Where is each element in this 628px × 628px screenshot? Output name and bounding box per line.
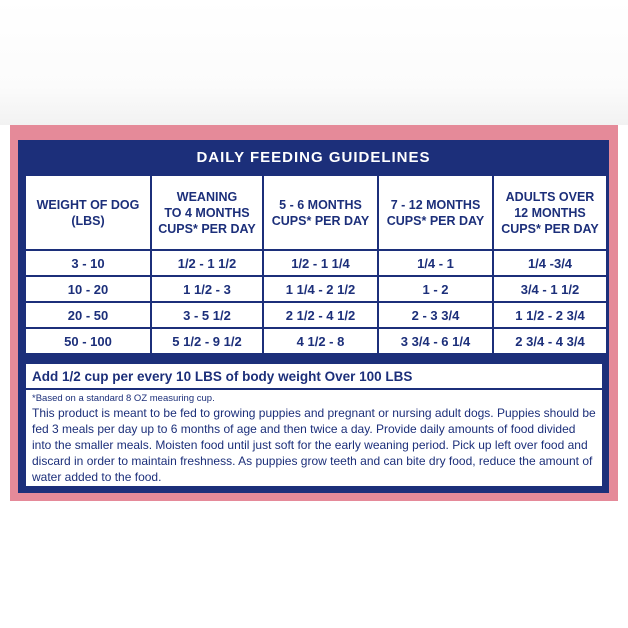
header-weaning: WEANING TO 4 MONTHS CUPS* PER DAY: [152, 176, 262, 249]
table-cell: 1 - 2: [379, 277, 492, 301]
page-title: DAILY FEEDING GUIDELINES: [196, 148, 431, 166]
table-cell: 2 1/2 - 4 1/2: [264, 303, 377, 327]
header-5-6-months: 5 - 6 MONTHS CUPS* PER DAY: [264, 176, 377, 249]
table-row: [26, 329, 606, 353]
table-cell: 1 1/4 - 2 1/2: [264, 277, 377, 301]
table-cell: 20 - 50: [26, 303, 150, 327]
table-cell: 5 1/2 - 9 1/2: [152, 329, 262, 353]
measuring-cup-footnote: *Based on a standard 8 OZ measuring cup.: [32, 393, 215, 404]
feeding-guidelines-panel: [10, 125, 618, 501]
feeding-table: [24, 174, 608, 355]
table-cell: 1 1/2 - 3: [152, 277, 262, 301]
table-row: [26, 303, 606, 327]
table-cell: 2 - 3 3/4: [379, 303, 492, 327]
feeding-instructions-paragraph: This product is meant to be fed to growing puppies and pregnant or nursing adult dogs. Puppies should be fed 3 meals per day up to 6 months of age and then twice a day. Provide daily amounts of food divided into the smaller meals. Moisten food until just soft for the early weaning period. Pick up left over food and discard in order to maintain freshness. As puppies grow teeth and can bite dry food, reduce the amount of water added to the food.: [32, 406, 596, 484]
table-cell: 1/2 - 1 1/4: [264, 251, 377, 275]
table-cell: 50 - 100: [26, 329, 150, 353]
table-cell: 10 - 20: [26, 277, 150, 301]
feeding-info-box: [26, 390, 602, 486]
table-cell: 3 - 5 1/2: [152, 303, 262, 327]
table-cell: 3/4 - 1 1/2: [494, 277, 606, 301]
table-cell: 1/2 - 1 1/2: [152, 251, 262, 275]
table-cell: 1/4 - 1: [379, 251, 492, 275]
table-cell: 4 1/2 - 8: [264, 329, 377, 353]
table-cell: 3 3/4 - 6 1/4: [379, 329, 492, 353]
header-weight: WEIGHT OF DOG (LBS): [26, 176, 150, 249]
feeding-guidelines-card: [18, 140, 609, 493]
table-row: [26, 277, 606, 301]
table-cell: 1 1/2 - 2 3/4: [494, 303, 606, 327]
table-cell: 3 - 10: [26, 251, 150, 275]
table-row: [26, 251, 606, 275]
header-adults: ADULTS OVER 12 MONTHS CUPS* PER DAY: [494, 176, 606, 249]
header-7-12-months: 7 - 12 MONTHS CUPS* PER DAY: [379, 176, 492, 249]
table-cell: 2 3/4 - 4 3/4: [494, 329, 606, 353]
table-header-row: [26, 176, 606, 249]
over-100-lbs-note: Add 1/2 cup per every 10 LBS of body weight Over 100 LBS: [26, 364, 602, 388]
background: [0, 0, 628, 125]
table-cell: 1/4 -3/4: [494, 251, 606, 275]
